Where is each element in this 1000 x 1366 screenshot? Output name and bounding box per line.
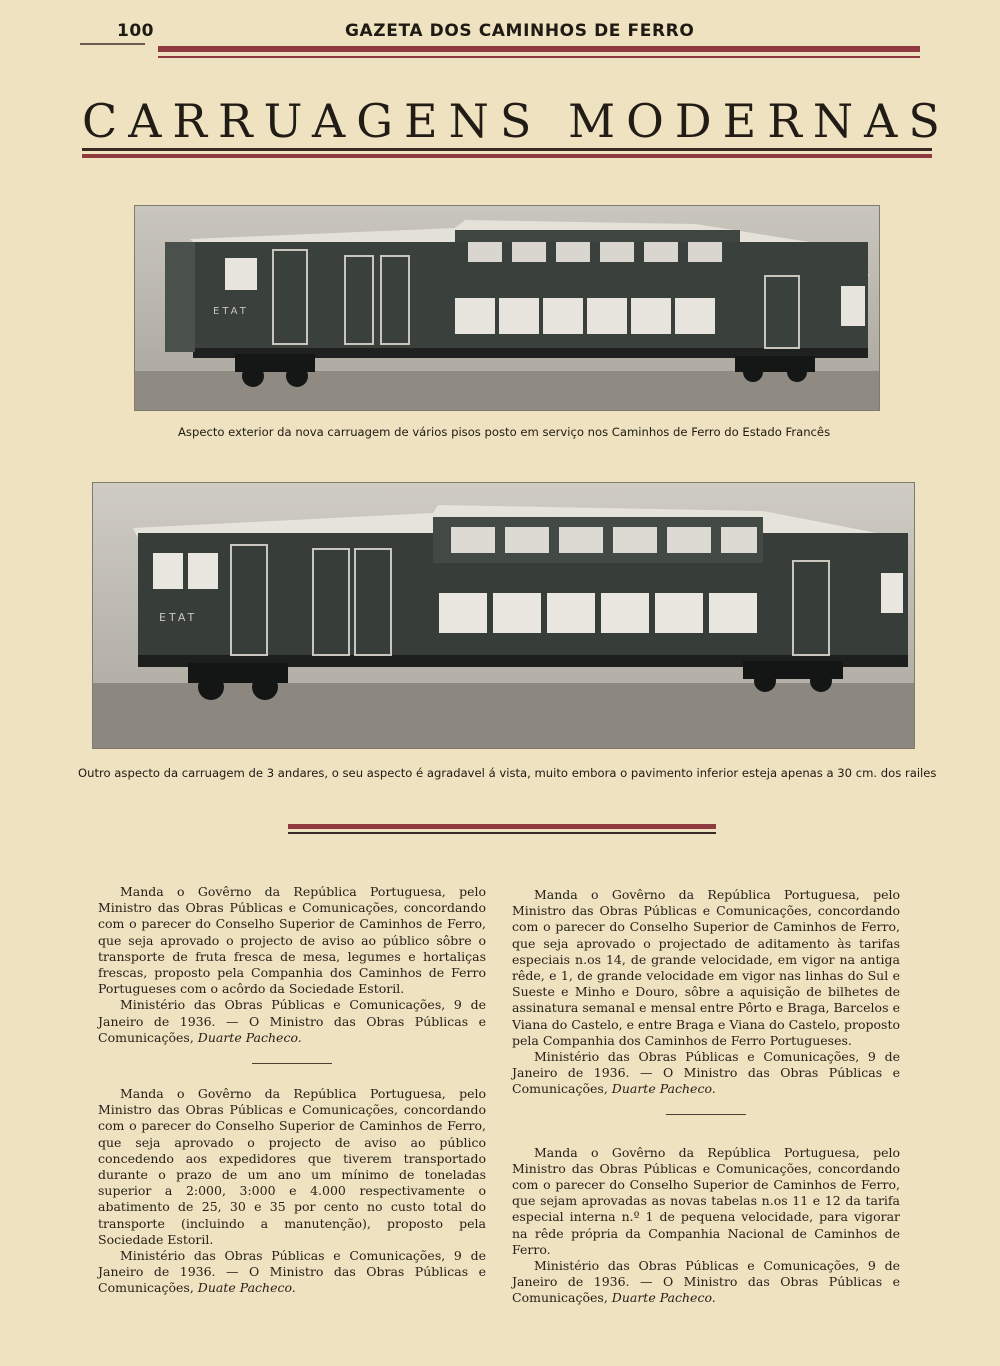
- header-rule: [158, 46, 920, 52]
- train-car-illustration-1: [135, 206, 879, 410]
- title-rule: [82, 148, 932, 151]
- train-photo-1: [134, 205, 880, 411]
- header-rule-thin: [158, 56, 920, 58]
- signer-name: Duarte Pacheco.: [611, 1290, 716, 1306]
- notice-signature: Ministério das Obras Públicas e Comunicações, 9 de Janeiro de 1936. — O Ministro das Obras Públicas e Comunicações, Duate Pacheco.: [98, 1248, 486, 1296]
- left-column: [98, 884, 486, 1297]
- notice-separator: [252, 1063, 332, 1064]
- notice-signature: Ministério das Obras Públicas e Comunicações, 9 de Janeiro de 1936. — O Ministro das Obras Públicas e Comunicações, Duarte Pacheco.: [512, 1258, 900, 1306]
- header-rule-left: [80, 43, 145, 45]
- notice-signature: Ministério das Obras Públicas e Comunicações, 9 de Janeiro de 1936. — O Ministro das Obras Públicas e Comunicações, Duarte Pacheco.: [98, 997, 486, 1045]
- title-rule-red: [82, 154, 932, 158]
- notice-separator: [666, 1114, 746, 1115]
- notice-signature: Ministério das Obras Públicas e Comunicações, 9 de Janeiro de 1936. — O Ministro das Obras Públicas e Comunicações, Duarte Pacheco.: [512, 1049, 900, 1097]
- notice-body: Manda o Govêrno da República Portuguesa, pelo Ministro das Obras Públicas e Comunicações, concordando com o parecer do Conselho Superior de Caminhos de Ferro, que seja aprovado o projecto de aviso ao público concedendo aos expedidores que tiverem transportado durante o prazo de um ano um mínimo de toneladas superior a 2:000, 3:000 e 4.000 respectivamente o abatimento de 25, 30 e 35 por cento no custo total do transporte (incluindo a manutenção), proposto pela Sociedade Estoril.: [98, 1086, 486, 1247]
- notice-body: Manda o Govêrno da República Portuguesa, pelo Ministro das Obras Públicas e Comunicações, concordando com o parecer do Conselho Superior de Caminhos de Ferro, que seja aprovado o projectado de aditamento às tarifas especiais n.os 14, de grande velocidade, em vigor na antiga rêde, e 1, de grande velocidade em vigor nas linhas do Sul e Sueste e Minho e Douro, sôbre a aquisição de bilhetes de assinatura semanal e mensal entre Pôrto e Braga, Barcelos e Viana do Castelo, e entre Braga e Viana do Castelo, proposto pela Companhia dos Caminhos de Ferro Portugueses.: [512, 887, 900, 1048]
- running-title: GAZETA DOS CAMINHOS DE FERRO: [345, 21, 695, 41]
- article-title: CARRUAGENS MODERNAS: [82, 94, 951, 148]
- right-column: [512, 887, 900, 1307]
- signer-name: Duate Pacheco.: [197, 1280, 296, 1296]
- signer-name: Duarte Pacheco.: [611, 1081, 716, 1097]
- section-divider: [288, 824, 716, 829]
- svg-text:ETAT: ETAT: [159, 611, 198, 624]
- notice-body: Manda o Govêrno da República Portuguesa, pelo Ministro das Obras Públicas e Comunicações, concordando com o parecer do Conselho Superior de Caminhos de Ferro, que sejam aprovadas as novas tabelas n.os 11 e 12 da tarifa especial interna n.º 1 de pequena velocidade, para vigorar na rêde própria da Companhia Nacional de Caminhos de Ferro.: [512, 1144, 900, 1257]
- svg-text:ETAT: ETAT: [213, 306, 249, 317]
- train-car-illustration-2: [93, 483, 914, 748]
- page-number: 100: [117, 21, 154, 41]
- notice-body: Manda o Govêrno da República Portuguesa, pelo Ministro das Obras Públicas e Comunicações, concordando com o parecer do Conselho Superior de Caminhos de Ferro, que seja aprovado o projecto de aviso ao público sôbre o transporte de fruta fresca de mesa, legumes e hortaliças frescas, proposto pela Companhia dos Caminhos de Ferro Portugueses com o acôrdo da Sociedade Estoril.: [98, 884, 486, 997]
- section-divider-thin: [288, 832, 716, 834]
- figure-2-caption: Outro aspecto da carruagem de 3 andares, o seu aspecto é agradavel á vista, muito embora o pavimento inferior esteja apenas a 30 cm. dos railes: [78, 766, 937, 780]
- train-photo-2: [92, 482, 915, 749]
- signer-name: Duarte Pacheco.: [197, 1029, 302, 1045]
- figure-1-caption: Aspecto exterior da nova carruagem de vários pisos posto em serviço nos Caminhos de Ferro do Estado Francês: [178, 425, 831, 439]
